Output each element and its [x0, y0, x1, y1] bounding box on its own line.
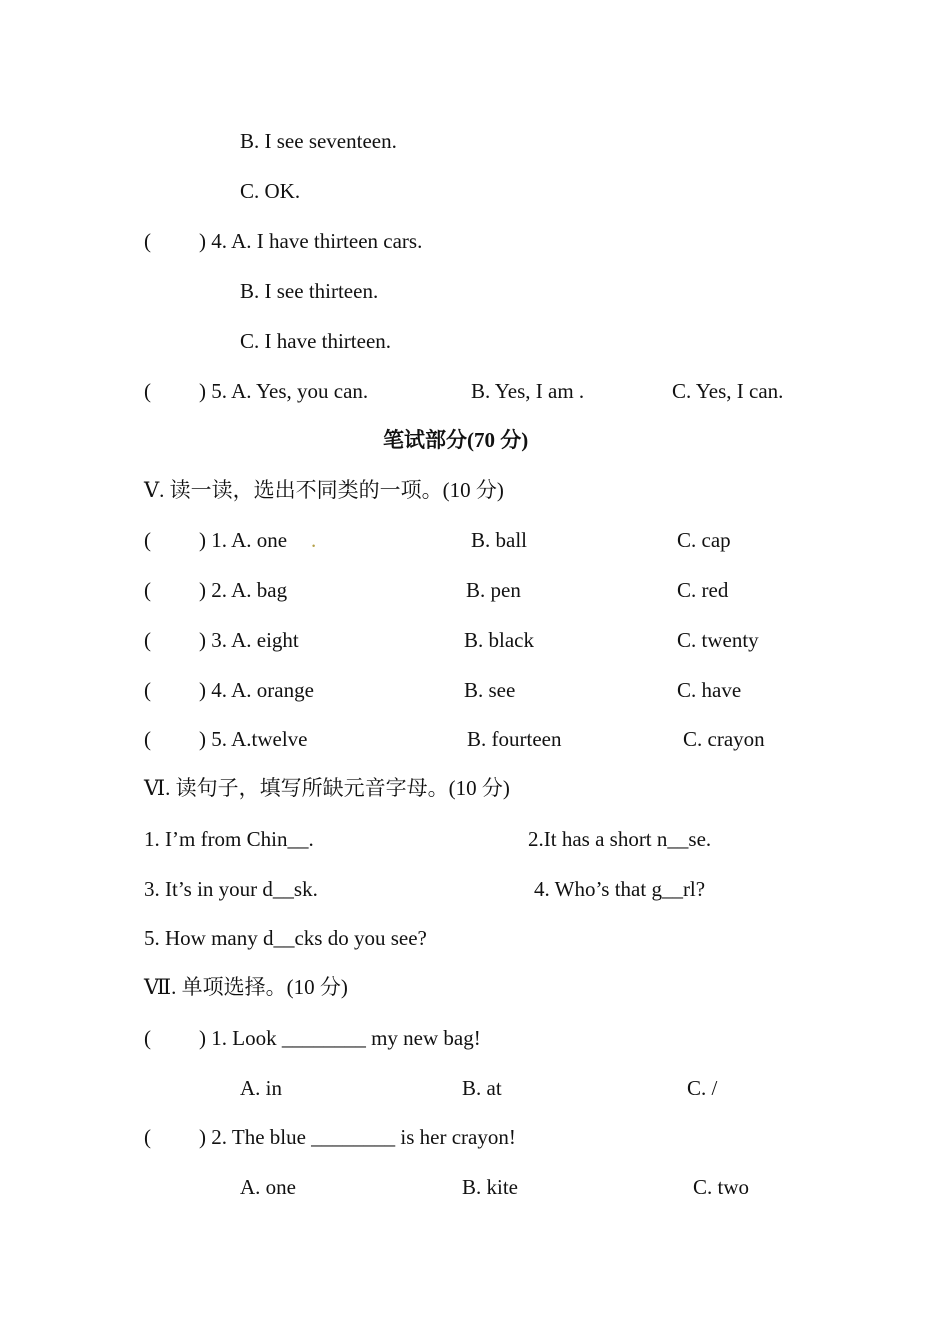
q5-paren: ( [144, 379, 151, 403]
s5-q3-option-a: ) 3. A. eight [199, 628, 299, 652]
s6-sentence-4: 4. Who’s that g__rl? [534, 877, 706, 901]
s5-q5-paren: ( [144, 727, 151, 751]
s7-q1-option-c: C. / [687, 1076, 718, 1100]
s7-q2-option-c: C. two [693, 1175, 750, 1199]
s5-q4-option-c: C. have [677, 678, 742, 702]
s5-q2-paren: ( [144, 578, 151, 602]
written-part-title: 笔试部分(70 分) [383, 428, 529, 452]
stray-dot: . [311, 528, 317, 552]
q4-option-b: B. I see thirteen. [240, 279, 379, 303]
s5-q1-option-c: C. cap [677, 528, 731, 552]
s7-q2-stem: ) 2. The blue ________ is her crayon! [199, 1125, 516, 1149]
section-7-title: Ⅶ. 单项选择。(10 分) [144, 975, 348, 999]
section-5-title: Ⅴ. 读一读，选出不同类的一项。(10 分) [144, 478, 504, 502]
q4-option-a: ) 4. A. I have thirteen cars. [199, 229, 423, 253]
s5-q2-option-b: B. pen [466, 578, 521, 602]
q4-option-c: C. I have thirteen. [240, 329, 392, 353]
s5-q3-paren: ( [144, 628, 151, 652]
q5-option-a: ) 5. A. Yes, you can. [199, 379, 369, 403]
q3-option-b: B. I see seventeen. [240, 129, 397, 153]
s5-q2-option-c: C. red [677, 578, 729, 602]
s5-q4-option-b: B. see [464, 678, 516, 702]
s5-q3-option-c: C. twenty [677, 628, 759, 652]
s7-q1-option-b: B. at [462, 1076, 502, 1100]
s5-q1-paren: ( [144, 528, 151, 552]
s6-sentence-1: 1. I’m from Chin__. [144, 827, 314, 851]
q5-option-b: B. Yes, I am . [471, 379, 585, 403]
s7-q2-option-b: B. kite [462, 1175, 518, 1199]
s5-q2-option-a: ) 2. A. bag [199, 578, 288, 602]
q3-option-c: C. OK. [240, 179, 301, 203]
s5-q5-option-a: ) 5. A.twelve [199, 727, 308, 751]
s7-q1-option-a: A. in [240, 1076, 282, 1100]
s7-q1-stem: ) 1. Look ________ my new bag! [199, 1026, 481, 1050]
s5-q1-option-a: ) 1. A. one [199, 528, 288, 552]
q5-option-c: C. Yes, I can. [672, 379, 784, 403]
s6-sentence-2: 2.It has a short n__se. [528, 827, 712, 851]
s7-q1-paren: ( [144, 1026, 151, 1050]
s6-sentence-3: 3. It’s in your d__sk. [144, 877, 318, 901]
s6-sentence-5: 5. How many d__cks do you see? [144, 926, 427, 950]
s5-q1-option-b: B. ball [471, 528, 527, 552]
section-6-title: Ⅵ. 读句子，填写所缺元音字母。(10 分) [144, 776, 510, 800]
s5-q4-paren: ( [144, 678, 151, 702]
s5-q3-option-b: B. black [464, 628, 534, 652]
s5-q5-option-b: B. fourteen [467, 727, 562, 751]
s5-q5-option-c: C. crayon [683, 727, 765, 751]
s5-q4-option-a: ) 4. A. orange [199, 678, 314, 702]
q4-paren: ( [144, 229, 151, 253]
s7-q2-paren: ( [144, 1125, 151, 1149]
s7-q2-option-a: A. one [240, 1175, 296, 1199]
